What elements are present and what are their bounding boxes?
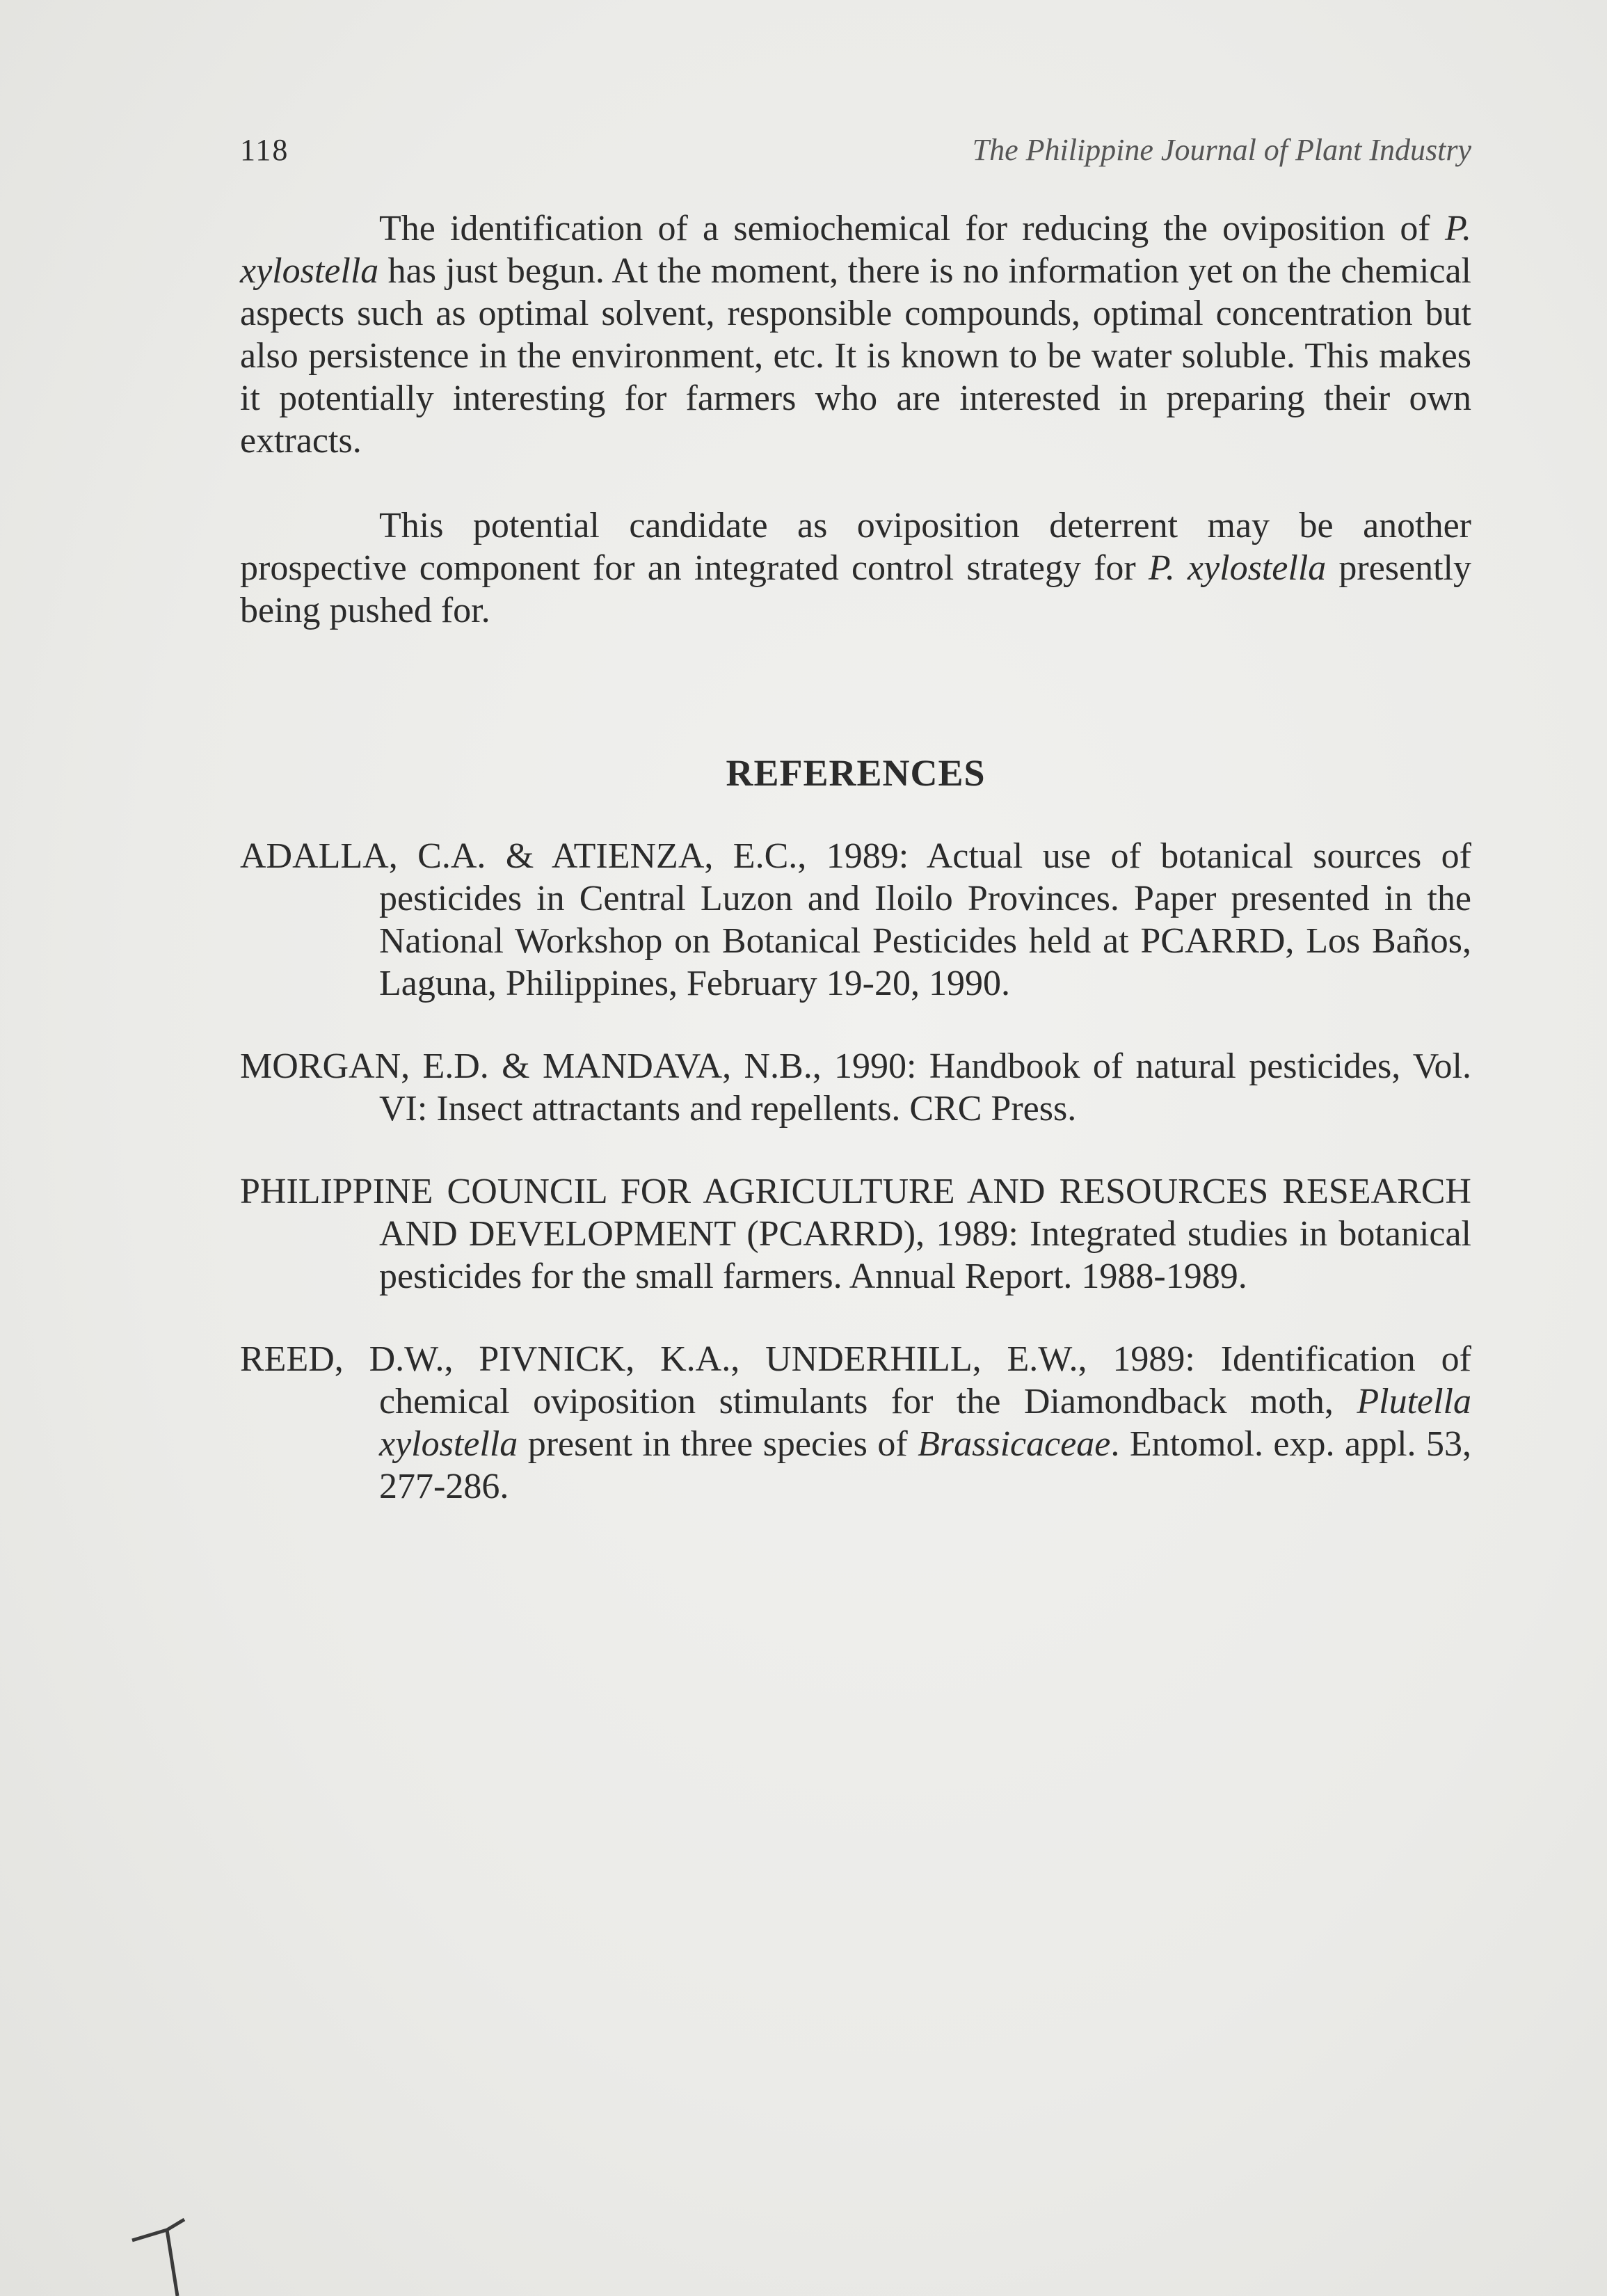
reference-item: ADALLA, C.A. & ATIENZA, E.C., 1989: Actual use of botanical sources of pesticides in Central Luzon and Iloilo Provinces. Paper presented in the National Workshop on Botanical Pesticides held at PCARRD, Los Baños, Laguna, Philippines, February 19-20, 1990.: [240, 836, 1471, 1003]
paragraph-1-text-a: The identification of a semiochemical for reducing the oviposition of: [379, 209, 1445, 248]
species-name: Plutella xylostella: [379, 1382, 1471, 1464]
references-list: [240, 835, 1471, 1548]
reference-item: MORGAN, E.D. & MANDAVA, N.B., 1990: Handbook of natural pesticides, Vol. VI: Insect attractants and repellents. CRC Press.: [240, 1046, 1471, 1129]
reference-text-b: present in three species of: [518, 1424, 918, 1464]
journal-title: The Philippine Journal of Plant Industry: [972, 133, 1471, 167]
page-number: 118: [240, 133, 289, 167]
paragraph-2: [240, 504, 1471, 632]
reference-text-c: . Entomol. exp. appl. 53, 277-286.: [379, 1424, 1471, 1506]
running-head: [240, 132, 1471, 174]
references-heading: REFERENCES: [726, 752, 986, 794]
species-name: P. xylostella: [240, 209, 1471, 291]
reference-item: [240, 1338, 1471, 1508]
family-name: Brassicaceae: [918, 1424, 1111, 1464]
reference-item: PHILIPPINE COUNCIL FOR AGRICULTURE AND RESOURCES RESEARCH AND DEVELOPMENT (PCARRD), 1989: Integrated studies in botanical pesticides for the small farmers. Annual Report. 1988-1989.: [240, 1172, 1471, 1296]
paragraph-2-text-b: presently being pushed for.: [240, 548, 1472, 630]
paragraph-1: [240, 207, 1471, 462]
paragraph-2-text-a: This potential candidate as oviposition deterrent may be another prospective component for an integrated control strategy for: [240, 506, 1471, 588]
species-name: P. xylostella: [1148, 548, 1327, 588]
body-text: [240, 207, 1471, 632]
paragraph-1-text-b: has just begun. At the moment, there is no information yet on the chemical aspects such as optimal solvent, responsible compounds, optimal concentration but also persistence in the environment, etc. It is known to be water soluble. This makes it potentially interesting for farmers who are interested in preparing their own extracts.: [240, 251, 1471, 461]
page-fold-mark: [125, 2192, 202, 2296]
reference-text-a: REED, D.W., PIVNICK, K.A., UNDERHILL, E.W., 1989: Identification of chemical oviposition stimulants for the Diamondback moth,: [240, 1339, 1471, 1421]
